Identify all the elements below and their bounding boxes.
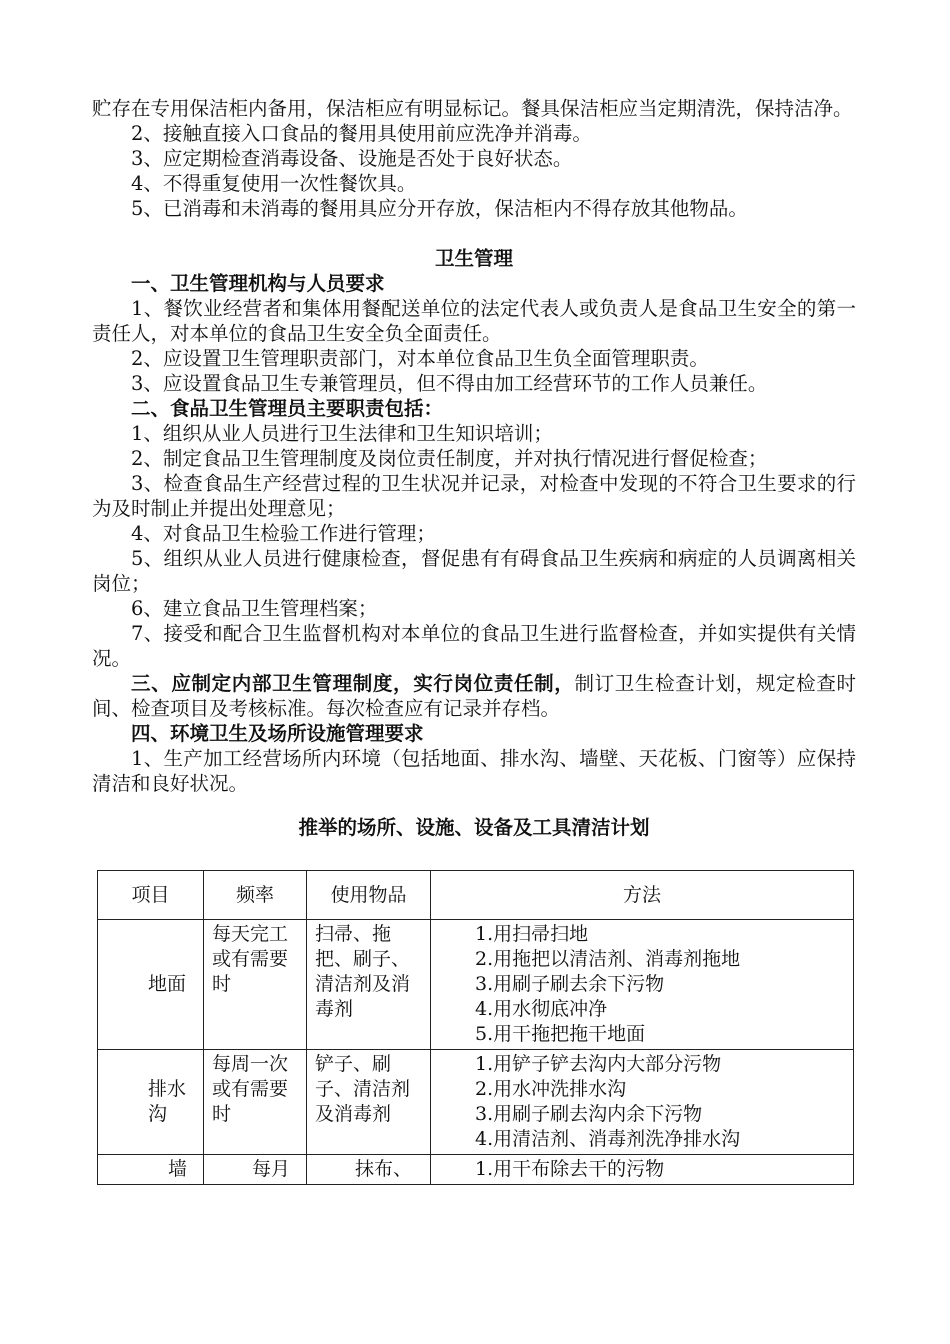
h2-item-4: 4、对食品卫生检验工作进行管理； (131, 522, 436, 545)
row-methods (431, 1155, 854, 1185)
row-frequency: 每天完工或有需要时 (204, 920, 307, 1050)
h2-item-7: 7、接受和配合卫生监督机构对本单位的食品卫生进行监督检查，并如实提供有关情况。 (92, 622, 856, 670)
row-frequency: 每周一次或有需要时 (204, 1050, 307, 1155)
row-methods (431, 1050, 854, 1155)
method-line: 1.用干布除去干的污物 (475, 1158, 665, 1180)
method-line: 3.用刷子刷去余下污物 (475, 973, 665, 995)
row-frequency: 每月 (204, 1155, 307, 1185)
intro-item-4: 4、不得重复使用一次性餐饮具。 (131, 172, 417, 195)
section-title: 卫生管理 (434, 247, 513, 270)
heading-1: 一、卫生管理机构与人员要求 (131, 272, 385, 295)
h2-item-6: 6、建立食品卫生管理档案； (131, 597, 378, 620)
heading-3-bold: 三、应制定内部卫生管理制度，实行岗位责任制， (131, 672, 575, 695)
table-title: 推举的场所、设施、设备及工具清洁计划 (298, 816, 650, 839)
method-line: 4.用水彻底冲净 (475, 998, 608, 1020)
header-item: 项目 (98, 871, 204, 920)
heading-2: 二、食品卫生管理员主要职责包括： (131, 397, 444, 420)
h1-item-3: 3、应设置食品卫生专兼管理员，但不得由加工经营环节的工作人员兼任。 (131, 372, 768, 395)
method-line: 2.用拖把以清洁剂、消毒剂拖地 (475, 948, 741, 970)
row-item: 地面 (98, 920, 204, 1050)
method-line: 1.用铲子铲去沟内大部分污物 (475, 1053, 722, 1075)
intro-item-3: 3、应定期检查消毒设备、设施是否处于良好状态。 (131, 147, 573, 170)
row-item: 墙 (98, 1155, 204, 1185)
table-row (98, 1050, 854, 1155)
h2-item-1: 1、组织从业人员进行卫生法律和卫生知识培训； (131, 422, 553, 445)
header-frequency: 频率 (204, 871, 307, 920)
table-header-row (98, 871, 854, 920)
cleaning-plan-table (97, 870, 854, 1185)
h1-item-2: 2、应设置卫生管理职责部门，对本单位食品卫生负全面管理职责。 (131, 347, 709, 370)
row-supplies: 铲子、刷子、清洁剂及消毒剂 (307, 1050, 431, 1155)
h2-item-3: 3、检查食品生产经营过程的卫生状况并记录，对检查中发现的不符合卫生要求的行为及时制止并提出处理意见； (92, 472, 856, 520)
h1-item-1: 1、餐饮业经营者和集体用餐配送单位的法定代表人或负责人是食品卫生安全的第一责任人，对本单位的食品卫生安全负全面责任。 (92, 297, 856, 345)
method-line: 1.用扫帚扫地 (475, 923, 589, 945)
h2-item-2: 2、制定食品卫生管理制度及岗位责任制度，并对执行情况进行督促检查； (131, 447, 768, 470)
method-line: 5.用干拖把拖干地面 (475, 1023, 646, 1045)
heading-3-rest: 制订卫生检查计划，规定检查时间、检查项目及考核标准。每次检查应有记录并存档。 (92, 672, 856, 720)
h4-item-1: 1、生产加工经营场所内环境（包括地面、排水沟、墙壁、天花板、门窗等）应保持清洁和良好状况。 (92, 747, 856, 795)
row-supplies: 扫帚、拖把、刷子、清洁剂及消毒剂 (307, 920, 431, 1050)
header-supplies: 使用物品 (307, 871, 431, 920)
intro-item-5: 5、已消毒和未消毒的餐用具应分开存放，保洁柜内不得存放其他物品。 (131, 197, 748, 220)
heading-3-paragraph (92, 671, 856, 721)
row-methods (431, 920, 854, 1050)
row-item: 排水沟 (98, 1050, 204, 1155)
table-row (98, 1155, 854, 1185)
intro-paragraph: 贮存在专用保洁柜内备用，保洁柜应有明显标记。餐具保洁柜应当定期清洗，保持洁净。 (92, 97, 853, 120)
heading-4: 四、环境卫生及场所设施管理要求 (131, 722, 424, 745)
method-line: 3.用刷子刷去沟内余下污物 (475, 1103, 703, 1125)
header-method: 方法 (431, 871, 854, 920)
row-supplies: 抹布、 (307, 1155, 431, 1185)
h2-item-5: 5、组织从业人员进行健康检查，督促患有有碍食品卫生疾病和病症的人员调离相关岗位； (92, 547, 856, 595)
intro-item-2: 2、接触直接入口食品的餐用具使用前应洗净并消毒。 (131, 122, 592, 145)
method-line: 2.用水冲洗排水沟 (475, 1078, 627, 1100)
table-row (98, 920, 854, 1050)
document-body (92, 96, 856, 840)
method-line: 4.用清洁剂、消毒剂洗净排水沟 (475, 1128, 741, 1150)
